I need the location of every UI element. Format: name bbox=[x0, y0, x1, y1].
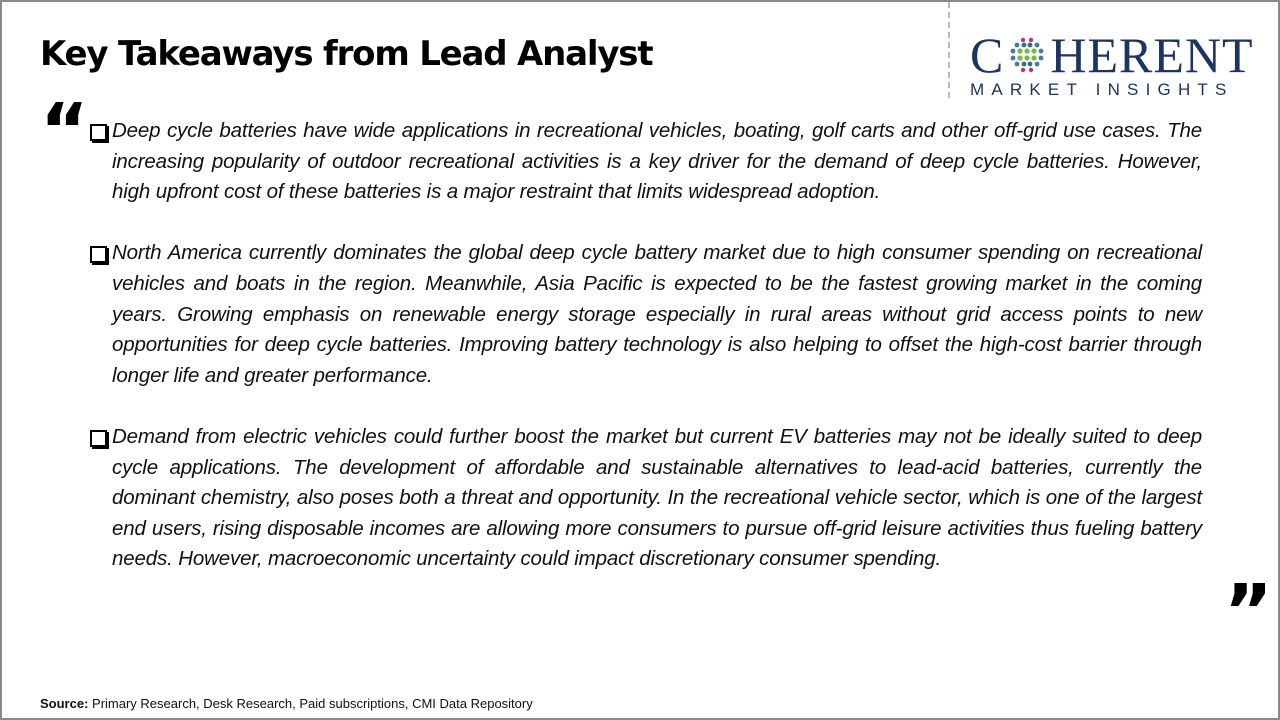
takeaway-item bbox=[88, 422, 1202, 575]
takeaway-text: Deep cycle batteries have wide applications in recreational vehicles, boating, golf carts and other off-grid use cases. The increasing popularity of outdoor recreational activities is a key driver for the demand of deep cycle batteries. However, high upfront cost of these batteries is a major restraint that limits widespread adoption. bbox=[112, 119, 1202, 204]
logo-letter-c: C bbox=[970, 27, 1005, 83]
logo-tagline: MARKET INSIGHTS bbox=[970, 80, 1234, 99]
source-label: Source: bbox=[40, 696, 89, 711]
logo-wordmark bbox=[970, 27, 1262, 83]
close-quote-icon: ” bbox=[1224, 569, 1273, 655]
checkbox-icon bbox=[90, 430, 107, 447]
takeaway-item bbox=[88, 116, 1202, 208]
divider bbox=[948, 2, 950, 98]
source-text: Primary Research, Desk Research, Paid subscriptions, CMI Data Repository bbox=[88, 696, 533, 711]
open-quote-icon: “ bbox=[40, 88, 89, 174]
takeaway-text: North America currently dominates the global deep cycle battery market due to high consumer spending on recreational vehicles and boats in the region. Meanwhile, Asia Pacific is expected to be the fastest growing market in the coming years. Growing emphasis on renewable energy storage especially in rural areas without grid access points to new opportunities for deep cycle batteries. Improving battery technology is also helping to offset the high-cost barrier through longer life and greater performance. bbox=[112, 241, 1202, 387]
company-logo bbox=[970, 27, 1262, 100]
source-note bbox=[40, 696, 533, 711]
page-title: Key Takeaways from Lead Analyst bbox=[40, 34, 653, 74]
takeaways-list bbox=[88, 116, 1202, 606]
checkbox-icon bbox=[90, 124, 107, 141]
checkbox-icon bbox=[90, 246, 107, 263]
logo-letters: HERENT bbox=[1050, 27, 1254, 83]
dotted-globe-icon bbox=[1006, 34, 1048, 76]
takeaway-text: Demand from electric vehicles could further boost the market but current EV batteries may not be ideally suited to deep cycle applications. The development of affordable and sustainable alternatives to lead-acid batteries, currently the dominant chemistry, also poses both a threat and opportunity. In the recreational vehicle sector, which is one of the largest end users, rising disposable incomes are allowing more consumers to pursue off-grid leisure activities thus fueling battery needs. However, macroeconomic uncertainty could impact discretionary consumer spending. bbox=[112, 424, 1202, 571]
takeaway-item bbox=[88, 238, 1202, 391]
